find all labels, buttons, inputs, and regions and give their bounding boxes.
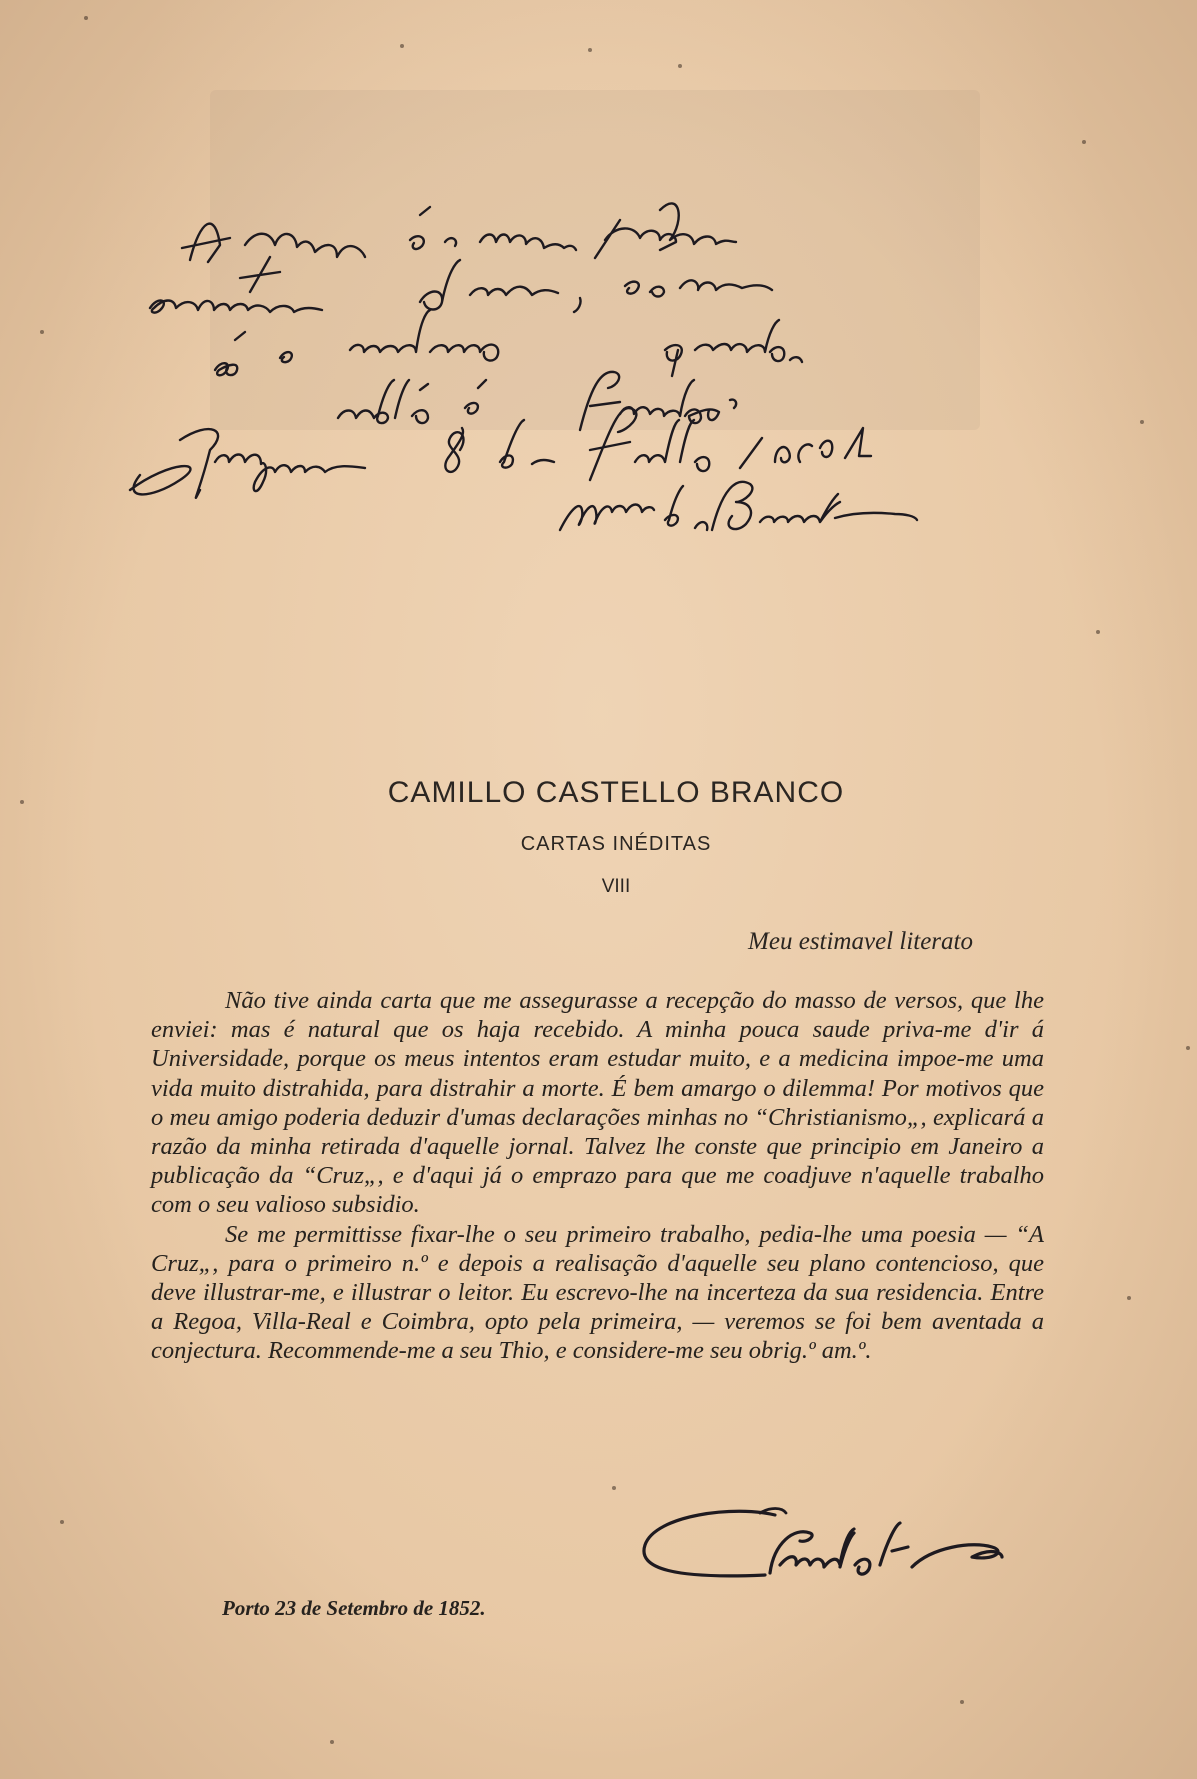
- place-and-date: Porto 23 de Setembro de 1852.: [222, 1596, 486, 1620]
- paper-speck: [678, 64, 682, 68]
- paper-speck: [1082, 140, 1086, 144]
- letter-salutation: Meu estimavel literato: [748, 928, 973, 955]
- letter-paragraph-2: Se me permittisse fixar-lhe o seu primeiro trabalho, pedia-lhe uma poesia — “A Cruz„, para o primeiro n.º e depois a realisação d'aquelle seu plano contencioso, que deve illustrar-me, e illustrar o leitor. Eu escrevo-lhe na incerteza da sua residencia. Entre a Regoa, Villa-Real e Coimbra, opto pela primeira, — veremos se foi bem aventada a conjectura. Recommende-me a seu Thio, e considere-me seu obrig.º am.º.: [151, 1220, 1044, 1365]
- letter-body: [151, 986, 1044, 1366]
- series-heading: CARTAS INÉDITAS: [520, 833, 712, 855]
- letter-number: VIII: [601, 876, 631, 897]
- inscription-line-3: [215, 310, 802, 376]
- paper-speck: [40, 330, 44, 334]
- paper-speck: [330, 1740, 334, 1744]
- inscription-line-1: [182, 203, 736, 262]
- author-heading: CAMILLO CASTELLO BRANCO: [387, 776, 845, 809]
- paper-speck: [612, 1486, 616, 1490]
- inscription-handwriting: [120, 200, 1090, 620]
- paper-speck: [1140, 420, 1144, 424]
- paper-speck: [60, 1520, 64, 1524]
- author-signature: [630, 1495, 1040, 1605]
- inscription-signature: [560, 482, 917, 530]
- inscription-line-2: [150, 257, 772, 313]
- letter-paragraph-1: Não tive ainda carta que me assegurasse a recepção do masso de versos, que lhe enviei: mas é natural que os haja recebido. A minha pouca saude priva-me d'ir á Universidade, porque os meus intentos eram estudar muito, e a medicina impoe-me uma vida muito distrahida, para distrahir a morte. É bem amargo o dilemma! Por motivos que o meu amigo poderia deduzir d'umas declarações minhas no “Christianismo„, explicará a razão da minha retirada d'aquelle jornal. Talvez lhe conste que principio em Janeiro a publicação da “Cruz„, e d'aqui já o emprazo para que me coadjuve n'aquelle trabalho com o seu valioso subsidio.: [151, 987, 1044, 1219]
- paper-speck: [20, 800, 24, 804]
- inscription-line-5: [130, 408, 871, 498]
- paper-speck: [1096, 630, 1100, 634]
- paper-speck: [1127, 1296, 1131, 1300]
- handwritten-inscription: [120, 200, 1090, 620]
- paper-speck: [84, 16, 88, 20]
- paper-speck: [400, 44, 404, 48]
- paper-speck: [588, 48, 592, 52]
- signature-handwriting: [630, 1495, 1040, 1605]
- paper-speck: [1186, 1046, 1190, 1050]
- paper-speck: [960, 1700, 964, 1704]
